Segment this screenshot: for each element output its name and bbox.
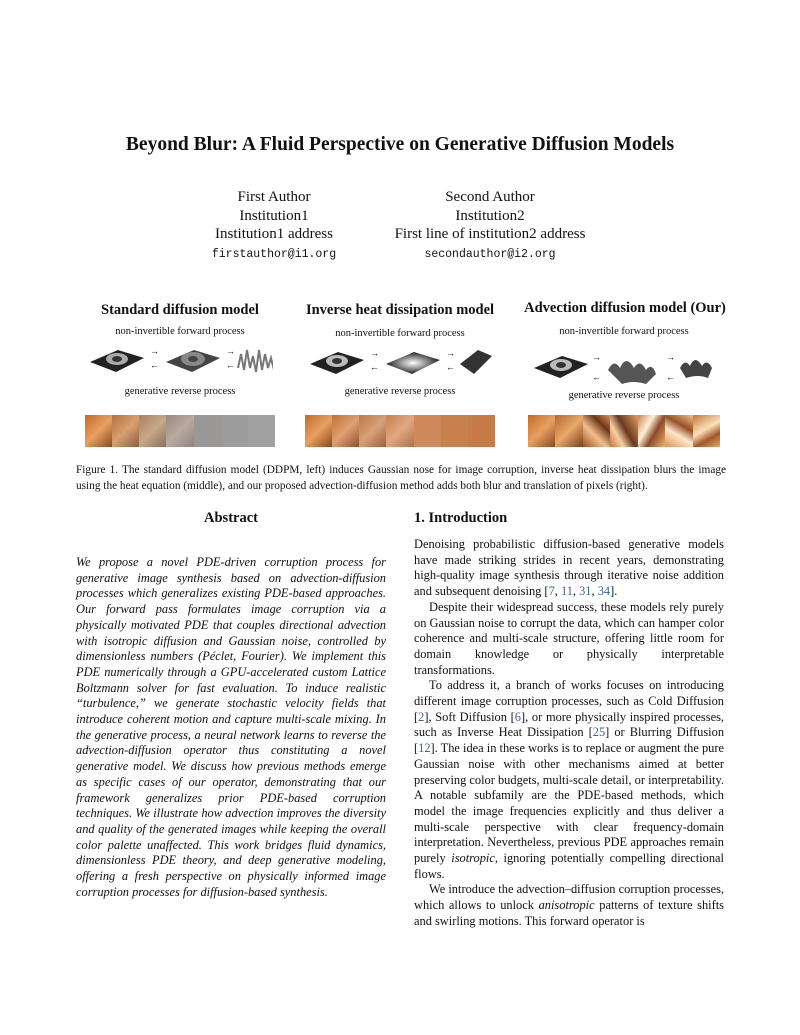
svg-text:→: → xyxy=(370,348,379,358)
panel-title-advection: Advection diffusion model (Our) xyxy=(524,300,726,316)
intro-paragraph: Despite their widespread success, these models rely purely on Gaussian noise to corrupt the data, which can hamper color coherence and multi-scale structure, offering little room for domain knowledge or physically interpretable transformations. xyxy=(414,599,724,677)
figure-caption: Figure 1. The standard diffusion model (DDPM, left) induces Gaussian nose for image corruption, inverse heat dissipation blurs the image using the heat equation (middle), and our proposed advection-diffusion method adds both blur and translation of pixels (right). xyxy=(76,464,726,492)
intro-heading: 1. Introduction xyxy=(414,510,508,526)
svg-text:←: ← xyxy=(226,360,235,370)
author-address: First line of institution2 address xyxy=(394,226,586,242)
reverse-label: generative reverse process xyxy=(344,386,456,397)
panel-title-heat: Inverse heat dissipation model xyxy=(305,302,495,318)
forward-label: non-invertible forward process xyxy=(559,326,689,337)
intro-paragraph: To address it, a branch of works focuses on introducing different image corruption processes, such as Cold Diffusion [2], Soft Diffusion [6], or more physically inspired processes, such as Inverse Heat Dissipation [25] or Blurring Diffusion [12]. The idea in these works is to replace or augment the pure Gaussian noise with other mechanisms aimed at better preserving color budgets, multi-scale detail, or interpretability. A notable subfamily are the PDE-based methods, which model the image frequencies explicitly and thus deliver a multi-scale perspective with clear frequency-domain interpretation. Nevertheless, previous PDE approaches remain purely isotropic, ignoring potentially compelling directional flows. xyxy=(414,678,725,881)
citation-link[interactable]: 12 xyxy=(418,741,431,756)
citation-link[interactable]: 31 xyxy=(579,584,592,599)
intro-body xyxy=(414,537,724,930)
image-strip-standard xyxy=(85,415,275,447)
figure-1 xyxy=(0,0,800,460)
author-name: Second Author xyxy=(445,189,535,205)
svg-text:←: ← xyxy=(370,362,379,372)
surface-plots-advection xyxy=(532,346,717,386)
intro-paragraph: Denoising probabilistic diffusion-based generative models have made striking strides in recent years, demonstrating high-quality image synthesis through iterative noise addition and subsequent denoising [7, 11, 31, 34]. xyxy=(414,537,724,599)
paper-title: Beyond Blur: A Fluid Perspective on Generative Diffusion Models xyxy=(125,134,675,155)
svg-text:←: ← xyxy=(150,360,159,370)
forward-label: non-invertible forward process xyxy=(335,328,465,339)
abstract-heading: Abstract xyxy=(204,510,258,526)
reverse-label: generative reverse process xyxy=(124,386,236,397)
svg-text:→: → xyxy=(446,348,455,358)
author-institution: Institution1 xyxy=(239,207,309,224)
author-email: firstauthor@i1.org xyxy=(211,247,337,261)
svg-text:→: → xyxy=(226,346,235,356)
svg-text:←: ← xyxy=(666,372,675,382)
citation-link[interactable]: 7 xyxy=(548,584,555,599)
abstract-text: We propose a novel PDE-driven corruption process for generative image synthesis based on advection-diffusion processes which generalizes existing PDE-based approaches. Our forward pass formulates image corruption via a physically motivated PDE that couples directional advection with isotropic diffusion and Gaussian noise, controlled by dimensionless numbers (Péclet, Fourier). We implement this PDE numerically through a GPU-accelerated custom Lattice Boltzmann solver for fast evaluation. To induce realistic “turbulence,” we generate stochastic velocity fields that introduce coherent motion and capture multi-scale mixing. In the generative process, a neural network learns to reverse the advection-diffusion operator thus constituting a novel generative model. We discuss how previous methods emerge as specific cases of our operator, demonstrating that our framework generalizes prior PDE-based corruption techniques. We illustrate how advection improves the diversity and quality of the generated images while keeping the overall color palette unaffected. This work bridges fluid dynamics, dimensionless PDE theory, and deep generative modeling, offering a fresh perspective on physically informed image corruption processes for diffusion-based synthesis. xyxy=(76,555,386,899)
surface-plots-standard xyxy=(88,340,273,382)
citation-link[interactable]: 6 xyxy=(514,709,521,724)
svg-text:→: → xyxy=(592,352,601,362)
panel-title-standard: Standard diffusion model xyxy=(101,302,259,318)
author-address: Institution1 address xyxy=(215,226,333,242)
citation-link[interactable]: 11 xyxy=(560,584,573,599)
citation-link[interactable]: 2 xyxy=(418,709,425,724)
reverse-label: generative reverse process xyxy=(568,390,680,401)
surface-plots-heat xyxy=(308,342,493,382)
image-strip-heat xyxy=(305,415,495,447)
author-name: First Author xyxy=(237,189,311,205)
citation-link[interactable]: 34 xyxy=(597,584,611,599)
author-institution: Institution2 xyxy=(455,207,525,224)
author-email: secondauthor@i2.org xyxy=(424,247,556,261)
citation-link[interactable]: 25 xyxy=(592,725,606,740)
svg-text:→: → xyxy=(150,346,159,356)
svg-text:←: ← xyxy=(592,372,601,382)
svg-text:←: ← xyxy=(446,362,455,372)
intro-paragraph: We introduce the advection–diffusion corruption processes, which allows to unlock anisotropic patterns of texture shifts and swirling motions. This forward operator is xyxy=(414,882,724,928)
forward-label: non-invertible forward process xyxy=(115,326,245,337)
svg-text:→: → xyxy=(666,352,675,362)
image-strip-advection xyxy=(528,415,720,447)
